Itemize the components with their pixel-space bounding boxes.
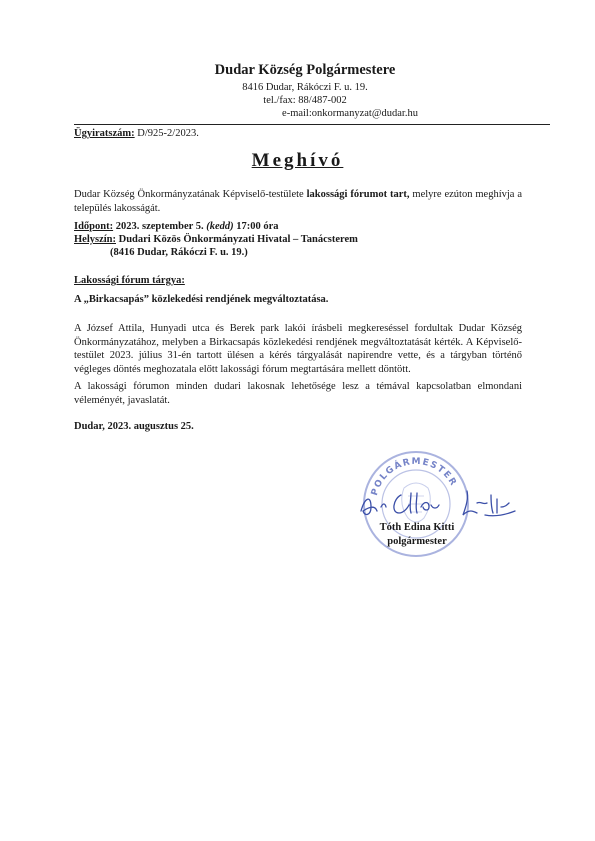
subject-text: A „Birkacsapás” közlekedési rendjének megváltoztatása. bbox=[74, 294, 329, 305]
event-place bbox=[74, 233, 358, 247]
header-email: e-mail:onkormanyzat@dudar.hu bbox=[282, 108, 418, 119]
intro-text-2: melyre ezúton meghívja a település lakosságát. bbox=[74, 189, 522, 214]
reference-number bbox=[74, 128, 199, 139]
intro-paragraph bbox=[74, 188, 522, 215]
handwritten-signature-icon bbox=[355, 485, 525, 525]
stamp-text: POLGÁRMESTER bbox=[369, 456, 459, 497]
header-title: Dudar Község Polgármestere bbox=[214, 62, 396, 78]
reference-value: D/925-2/2023. bbox=[134, 128, 199, 139]
intro-text-bold: lakossági fórumot tart, bbox=[306, 189, 410, 200]
body-paragraph-1: A József Attila, Hunyadi utca és Berek park lakói írásbeli megkereséssel fordultak Dudar Község Önkormányzatához, melyben a Birkacsapás közlekedési rendjének megváltoztatását kérték. A Képviselő-testület 2023. július 31-én tartott ülésen a kérés tárgyalását napirendre vette, és a tárgyban történő végleges döntés meghozatala előtt lakossági fórum megtartására mellett döntött. bbox=[74, 323, 522, 375]
body-paragraph-2: A lakossági fórumon minden dudari lakosnak lehetősége lesz a témával kapcsolatban elmondani véleményét, javaslatát. bbox=[74, 381, 522, 406]
subject-label: Lakossági fórum tárgya: bbox=[74, 275, 185, 286]
event-date bbox=[74, 220, 279, 234]
event-place-address: (8416 Dudar, Rákóczi F. u. 19.) bbox=[110, 247, 248, 258]
date-value: 2023. szeptember 5. bbox=[113, 221, 207, 232]
header-phone: tel./fax: 88/487-002 bbox=[263, 95, 347, 106]
closing-date: Dudar, 2023. augusztus 25. bbox=[74, 421, 194, 432]
place-value: Dudari Közös Önkormányzati Hivatal – Tanácsterem bbox=[116, 234, 358, 245]
document-title: Meghívó bbox=[251, 150, 344, 171]
signatory-name: Tóth Edina Kitti bbox=[379, 522, 455, 533]
date-time: 17:00 óra bbox=[233, 221, 279, 232]
header-divider bbox=[74, 124, 550, 125]
signatory-block bbox=[362, 521, 472, 548]
header-address: 8416 Dudar, Rákóczi F. u. 19. bbox=[242, 82, 368, 93]
intro-text-1: Dudar Község Önkormányzatának Képviselő-testülete bbox=[74, 189, 307, 200]
date-day: (kedd) bbox=[206, 221, 234, 232]
signatory-title: polgármester bbox=[387, 535, 447, 547]
reference-label: Ügyiratszám: bbox=[74, 128, 135, 139]
place-label: Helyszín: bbox=[74, 234, 116, 245]
date-label: Időpont: bbox=[74, 221, 114, 232]
